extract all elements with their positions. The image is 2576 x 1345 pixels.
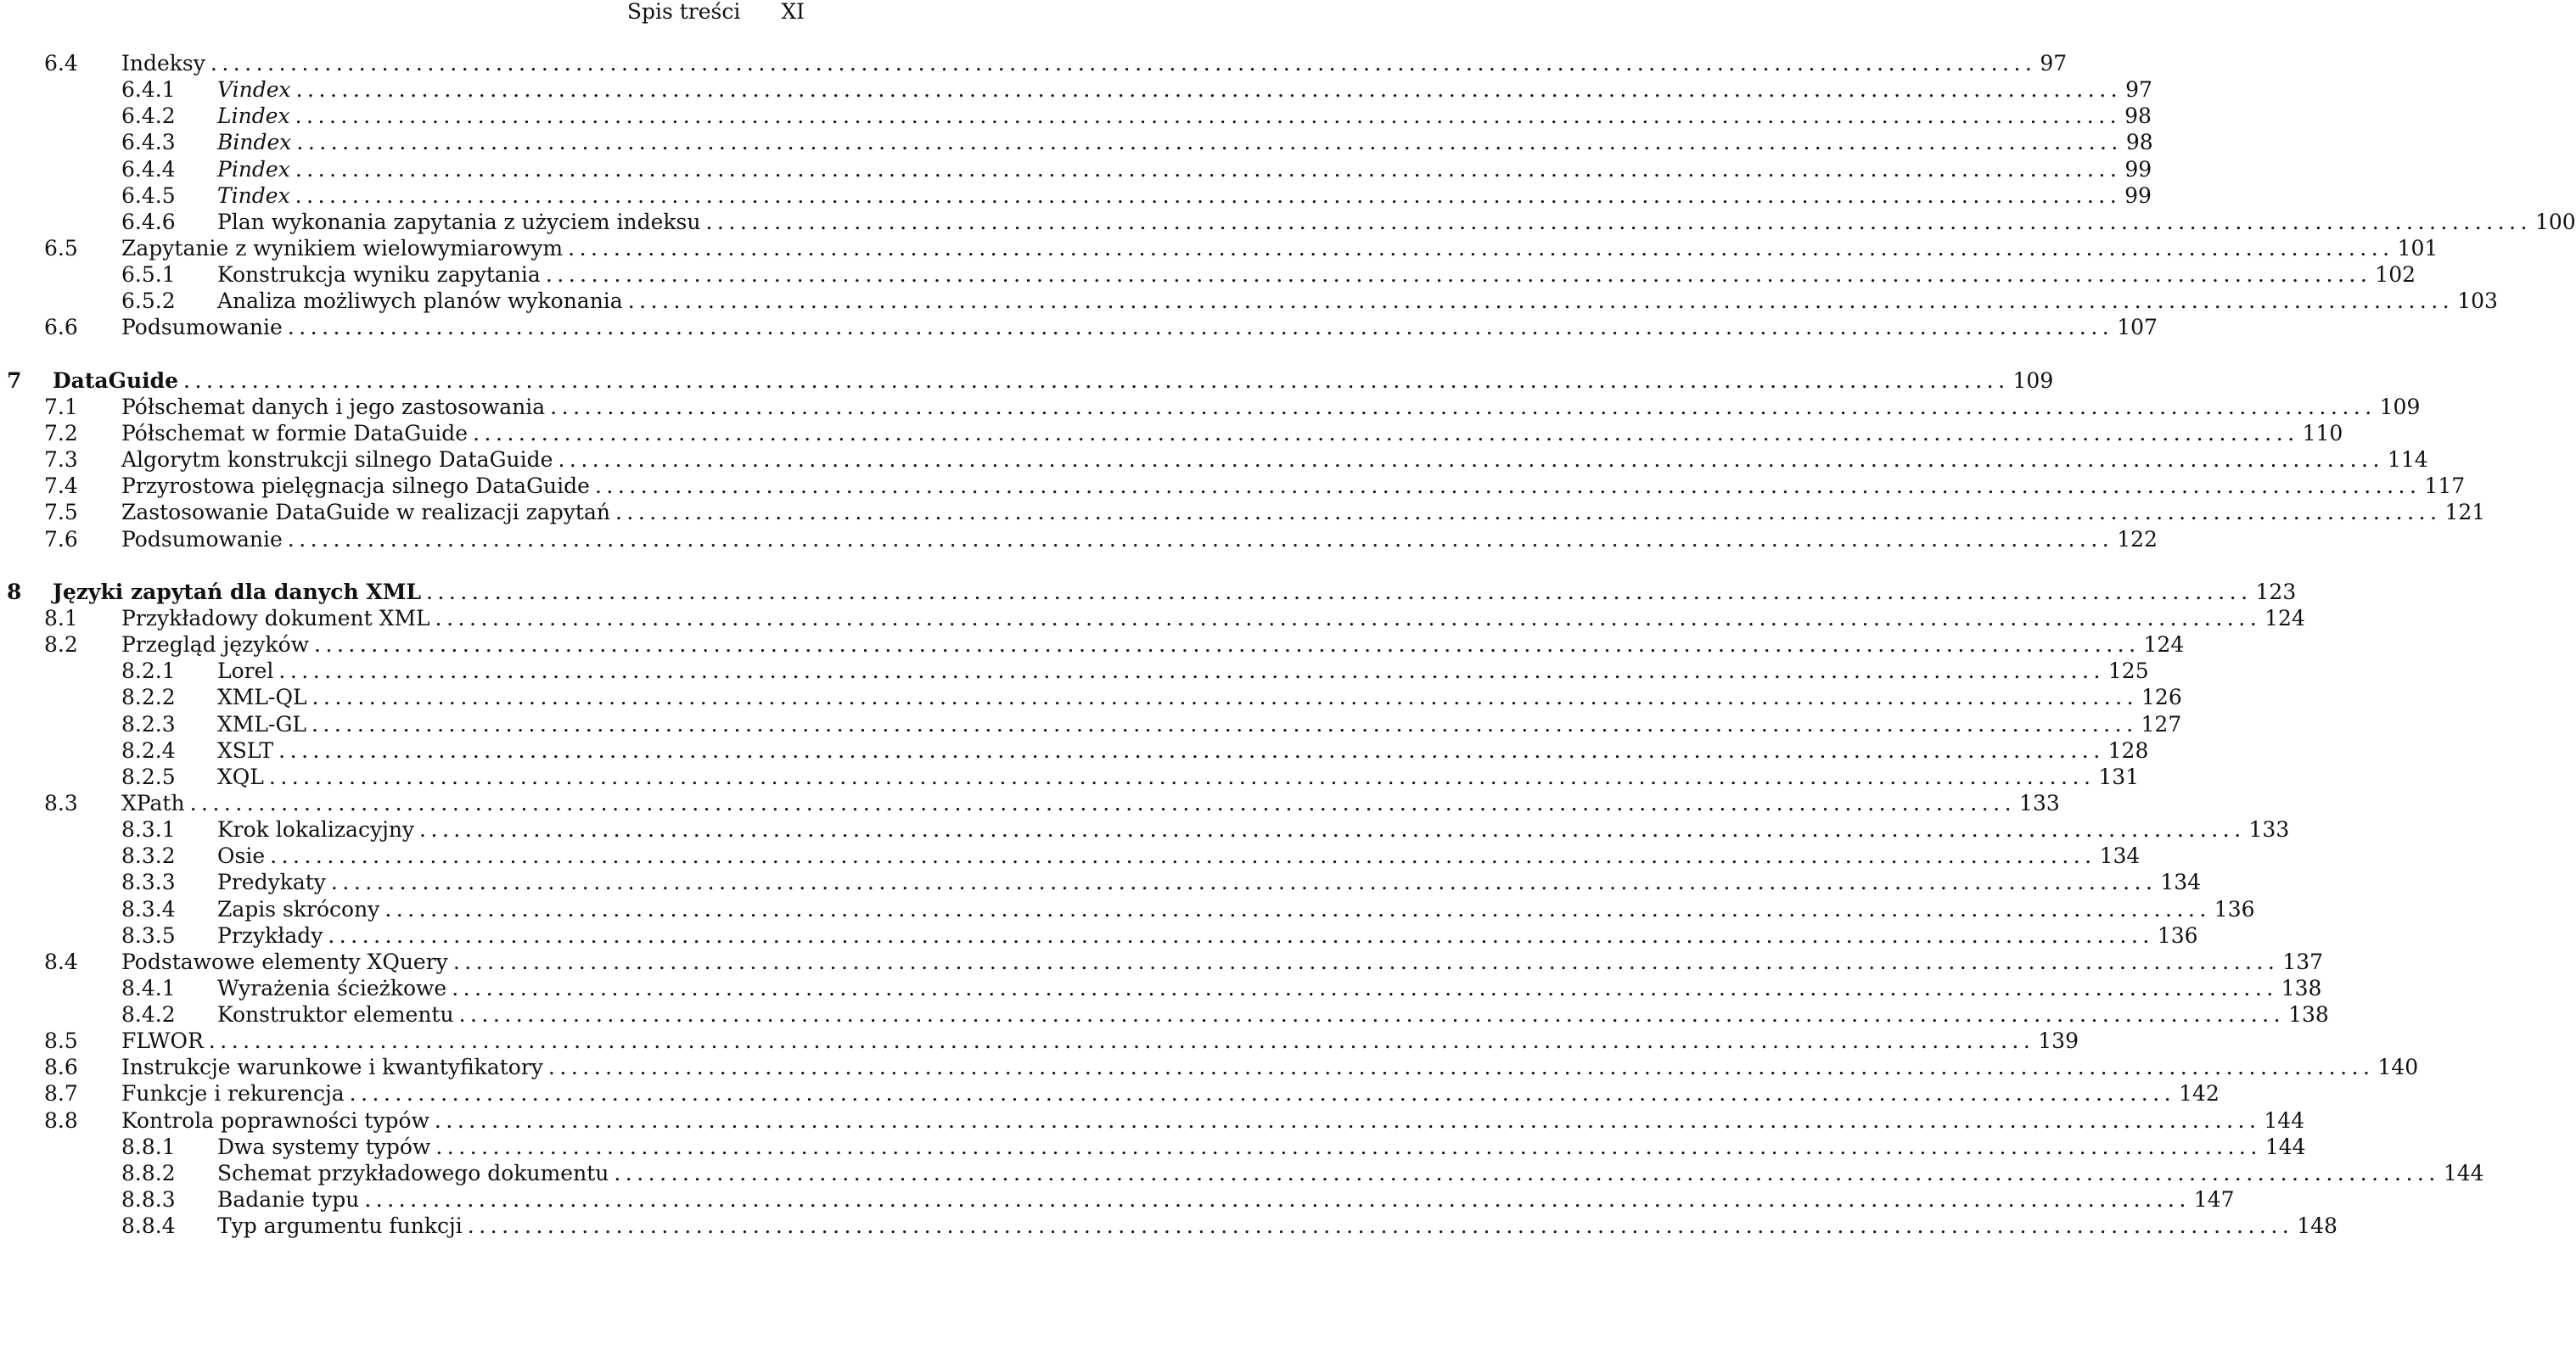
toc-subsection[interactable] (0, 1001, 2329, 1028)
toc-entry-line (121, 50, 2068, 76)
toc-entry-page-number[interactable]: 131 (2098, 764, 2140, 789)
toc-entry-page-number[interactable]: 127 (2141, 711, 2182, 737)
toc-entry-number: 8.6 (44, 1055, 78, 1080)
dot-leader: ................................................................................................................................................................ (545, 262, 2372, 288)
toc-entry-title[interactable]: Instrukcje warunkowe i kwantyfikatory (121, 1055, 543, 1080)
toc-entry-page-number[interactable]: 136 (2157, 922, 2198, 948)
toc-entry-title[interactable]: Typ argumentu funkcji (217, 1213, 463, 1239)
toc-entry-page-number[interactable]: 134 (2099, 843, 2141, 869)
toc-entry-title[interactable]: Półschemat danych i jego zastosowania (121, 394, 546, 419)
toc-entry-title[interactable]: Języki zapytań dla danych XML (53, 579, 422, 604)
toc-entry-title[interactable]: Zapytanie z wynikiem wielowymiarowym (121, 235, 564, 261)
toc-subsection[interactable] (0, 103, 2152, 129)
toc-entry-page-number[interactable]: 124 (2265, 605, 2305, 630)
toc-section[interactable] (0, 631, 2185, 658)
dot-leader: ................................................................................................................................................................ (547, 1055, 2375, 1080)
toc-entry-title[interactable]: Zastosowanie DataGuide w realizacji zapytań (121, 500, 610, 525)
toc-entry-number: 7.4 (44, 474, 78, 499)
toc-entry-number: 6.5.2 (121, 289, 176, 314)
toc-entry-page-number[interactable]: 97 (2040, 51, 2068, 76)
toc-entry-page-number[interactable]: 137 (2282, 949, 2324, 974)
toc-entry-number: 6.4 (44, 51, 78, 76)
dot-leader: ................................................................................................................................................................ (594, 474, 2422, 499)
toc-subsection[interactable] (0, 129, 2153, 155)
toc-entry-page-number[interactable]: 125 (2107, 658, 2149, 684)
toc-section[interactable] (0, 235, 2439, 261)
toc-entry-title[interactable]: Funkcje i rekurencja (121, 1081, 345, 1107)
toc-entry-line (121, 605, 2305, 631)
dot-leader: ................................................................................................................................................................ (295, 156, 2122, 182)
toc-entry-page-number[interactable]: 133 (2248, 817, 2290, 843)
toc-entry-line (121, 1028, 2079, 1054)
toc-section[interactable] (0, 473, 2466, 499)
toc-entry-number: 8.8.1 (121, 1134, 176, 1159)
toc-section[interactable] (0, 394, 2421, 420)
dot-leader: ................................................................................................................................................................ (295, 77, 2123, 103)
toc-entry-page-number[interactable]: 123 (2255, 579, 2297, 604)
toc-subsection[interactable] (0, 737, 2149, 764)
toc-subsection[interactable] (0, 1134, 2306, 1160)
toc-entry-line (217, 975, 2322, 1001)
toc-entry-number: 8.4 (44, 949, 78, 974)
toc-entry-title[interactable]: Zapis skrócony (217, 896, 380, 922)
toc-entry-line (217, 843, 2141, 869)
toc-entry-page-number[interactable]: 97 (2125, 77, 2152, 103)
toc-entry-line (217, 1134, 2306, 1160)
toc-entry-line (121, 446, 2428, 473)
toc-entry-page-number[interactable]: 144 (2264, 1107, 2305, 1133)
dot-leader: ................................................................................................................................................................ (452, 975, 2278, 1000)
toc-entry-title[interactable]: Lindex (217, 104, 290, 129)
toc-entry-title[interactable]: Konstruktor elementu (217, 1002, 454, 1028)
toc-entry-title[interactable]: XML-GL (217, 711, 307, 737)
toc-section[interactable] (0, 1054, 2419, 1080)
toc-entry-title[interactable]: DataGuide (53, 367, 179, 393)
toc-entry-title[interactable]: Krok lokalizacyjny (217, 817, 415, 843)
toc-entry-title[interactable]: Kontrola poprawności typów (121, 1107, 429, 1133)
toc-entry-title[interactable]: Algorytm konstrukcji silnego DataGuide (121, 447, 553, 473)
toc-entry-number: 8.5 (44, 1028, 78, 1054)
dot-leader: ................................................................................................................................................................ (295, 182, 2122, 208)
dot-leader: ................................................................................................................................................................ (210, 51, 2037, 76)
toc-entry-page-number[interactable]: 138 (2281, 975, 2322, 1000)
toc-entry-page-number[interactable]: 110 (2302, 420, 2343, 446)
toc-entry-number: 8.7 (44, 1081, 78, 1107)
dot-leader: ................................................................................................................................................................ (426, 579, 2253, 604)
toc-subsection[interactable] (0, 843, 2141, 869)
toc-entry-title[interactable]: Schemat przykładowego dokumentu (217, 1160, 609, 1185)
toc-entry-number: 6.4.2 (121, 104, 176, 129)
toc-entry-title[interactable]: Vindex (217, 77, 291, 103)
toc-entry-line (121, 235, 2439, 261)
toc-entry-page-number[interactable]: 98 (2124, 104, 2152, 129)
toc-entry-title[interactable]: Lorel (217, 658, 274, 684)
dot-leader: ................................................................................................................................................................ (208, 1028, 2035, 1054)
toc-entry-number: 8.3.3 (121, 870, 176, 895)
toc-entry-number: 8.3.1 (121, 817, 176, 843)
toc-section[interactable] (0, 790, 2060, 816)
toc-entry-title[interactable]: XML-QL (217, 685, 307, 710)
toc-entry-line (217, 261, 2416, 288)
toc-entry-title[interactable]: Analiza możliwych planów wykonania (217, 289, 623, 314)
toc-entry-page-number[interactable]: 134 (2160, 870, 2202, 895)
toc-section[interactable] (0, 499, 2486, 525)
toc-subsection[interactable] (0, 684, 2182, 710)
toc-entry-title[interactable]: XPath (121, 790, 185, 815)
toc-entry-number: 8.4.1 (121, 975, 176, 1000)
toc-entry-title[interactable]: Podsumowanie (121, 526, 283, 552)
dot-leader: ................................................................................................................................................................ (558, 447, 2384, 473)
toc-chapter[interactable] (0, 367, 2054, 394)
toc-entry-number: 7.2 (44, 420, 78, 446)
dot-leader: ................................................................................................................................................................ (614, 1160, 2440, 1185)
dot-leader: ................................................................................................................................................................ (550, 394, 2377, 419)
toc-entry-title[interactable]: XQL (217, 764, 264, 789)
dot-leader: ................................................................................................................................................................ (435, 605, 2262, 630)
toc-section[interactable] (0, 314, 2158, 340)
dot-leader: ................................................................................................................................................................ (328, 922, 2154, 948)
toc-entry-title[interactable]: Podstawowe elementy XQuery (121, 949, 448, 974)
toc-entry-number: 6.4.3 (121, 130, 176, 155)
dot-leader: ................................................................................................................................................................ (452, 949, 2280, 974)
toc-entry-number: 7.6 (44, 526, 78, 552)
toc-entry-line (217, 658, 2149, 684)
toc-entry-line (217, 288, 2498, 314)
toc-entry-page-number[interactable]: 126 (2141, 685, 2182, 710)
dot-leader: ................................................................................................................................................................ (615, 500, 2442, 525)
toc-entry-number: 8.3.4 (121, 896, 176, 922)
dot-leader: ................................................................................................................................................................ (330, 870, 2158, 895)
toc-entry-number: 8.3.5 (121, 922, 176, 948)
toc-entry-number: 8.1 (44, 605, 78, 630)
toc-entry-page-number[interactable]: 107 (2117, 315, 2158, 340)
toc-entry-line (121, 526, 2158, 552)
dot-leader: ................................................................................................................................................................ (296, 130, 2123, 155)
toc-entry-number: 8.8.2 (121, 1160, 176, 1185)
dot-leader: ................................................................................................................................................................ (705, 209, 2532, 234)
toc-entry-line (217, 711, 2182, 737)
running-header-title: Spis treści (626, 0, 741, 24)
toc-entry-page-number[interactable]: 109 (2012, 367, 2054, 393)
dot-leader: ................................................................................................................................................................ (311, 685, 2139, 710)
toc-entry-title[interactable]: XSLT (217, 737, 274, 763)
dot-leader: ................................................................................................................................................................ (183, 367, 2010, 393)
toc-subsection[interactable] (0, 1213, 2337, 1239)
toc-entry-number: 6.6 (44, 315, 78, 340)
toc-entry-line (121, 394, 2421, 420)
toc-entry-number: 8.2.4 (121, 737, 176, 763)
dot-leader: ................................................................................................................................................................ (568, 235, 2394, 261)
toc-entry-page-number[interactable]: 142 (2179, 1081, 2220, 1107)
toc-entry-number: 6.4.1 (121, 77, 176, 103)
dot-leader: ................................................................................................................................................................ (364, 1187, 2191, 1213)
toc-subsection[interactable] (0, 658, 2149, 684)
toc-entry-page-number[interactable]: 117 (2424, 474, 2466, 499)
dot-leader: ................................................................................................................................................................ (458, 1002, 2286, 1028)
dot-leader: ................................................................................................................................................................ (419, 817, 2246, 843)
table-of-contents (0, 50, 2576, 1239)
dot-leader: ................................................................................................................................................................ (384, 896, 2211, 922)
dot-leader: ................................................................................................................................................................ (467, 1213, 2294, 1239)
toc-entry-page-number[interactable]: 139 (2038, 1028, 2079, 1054)
toc-entry-line (121, 790, 2060, 816)
dot-leader: ................................................................................................................................................................ (349, 1081, 2176, 1107)
toc-entry-number: 8 (7, 579, 22, 604)
toc-entry-line (217, 737, 2149, 764)
toc-entry-line (217, 896, 2255, 922)
toc-entry-page-number[interactable]: 140 (2377, 1055, 2419, 1080)
toc-entry-line (217, 182, 2152, 209)
toc-entry-title[interactable]: Plan wykonania zapytania z użyciem indeksu (217, 209, 701, 234)
toc-entry-title[interactable]: Przykłady (217, 922, 323, 948)
toc-subsection[interactable] (0, 182, 2152, 209)
toc-entry-line (121, 314, 2158, 340)
toc-entry-line (121, 1054, 2419, 1080)
toc-section[interactable] (0, 605, 2305, 631)
toc-section[interactable] (0, 420, 2343, 446)
running-header-page-number: XI (781, 0, 805, 24)
toc-entry-line (217, 209, 2576, 235)
toc-entry-line (53, 367, 2054, 394)
toc-entry-line (121, 949, 2324, 975)
toc-entry-page-number[interactable]: 133 (2019, 790, 2060, 815)
toc-subsection[interactable] (0, 896, 2255, 922)
toc-entry-title[interactable]: Przyrostowa pielęgnacja silnego DataGuide (121, 474, 590, 499)
dot-leader: ................................................................................................................................................................ (287, 315, 2114, 340)
toc-subsection[interactable] (0, 1160, 2484, 1186)
toc-subsection[interactable] (0, 156, 2152, 182)
toc-entry-page-number[interactable]: 102 (2375, 262, 2416, 288)
toc-entry-page-number[interactable]: 114 (2387, 447, 2428, 473)
dot-leader: ................................................................................................................................................................ (278, 658, 2105, 684)
toc-section[interactable] (0, 446, 2428, 473)
toc-entry-title[interactable]: Przykładowy dokument XML (121, 605, 430, 630)
toc-subsection[interactable] (0, 869, 2202, 895)
toc-entry-number: 8.2 (44, 632, 78, 658)
toc-entry-line (217, 103, 2152, 129)
running-header (627, 0, 805, 24)
toc-entry-line (217, 76, 2152, 103)
toc-entry-number: 8.2.5 (121, 764, 176, 789)
toc-entry-page-number[interactable]: 109 (2379, 394, 2421, 419)
toc-entry-number: 8.8.3 (121, 1187, 176, 1213)
toc-entry-number: 8.3.2 (121, 843, 176, 869)
toc-section[interactable] (0, 50, 2068, 76)
toc-subsection[interactable] (0, 922, 2198, 949)
toc-entry-page-number[interactable]: 147 (2193, 1187, 2235, 1213)
toc-entry-number: 7 (7, 367, 22, 393)
toc-subsection[interactable] (0, 288, 2498, 314)
toc-entry-number: 6.4.5 (121, 182, 176, 208)
toc-entry-number: 6.5 (44, 235, 78, 261)
toc-entry-title[interactable]: Indeksy (121, 51, 205, 76)
toc-entry-title[interactable]: FLWOR (121, 1028, 204, 1054)
toc-section[interactable] (0, 949, 2324, 975)
toc-chapter[interactable] (0, 579, 2297, 605)
toc-entry-title[interactable]: Osie (217, 843, 266, 869)
toc-section[interactable] (0, 526, 2158, 552)
dot-leader: ................................................................................................................................................................ (311, 711, 2138, 737)
toc-spacer (0, 341, 815, 367)
toc-subsection[interactable] (0, 209, 2576, 235)
toc-entry-title[interactable]: Wyrażenia ścieżkowe (217, 975, 447, 1000)
toc-entry-page-number[interactable]: 99 (2124, 156, 2152, 182)
toc-entry-page-number[interactable]: 98 (2125, 130, 2153, 155)
toc-entry-line (121, 631, 2185, 658)
toc-entry-title[interactable]: Predykaty (217, 870, 326, 895)
toc-entry-number: 6.4.6 (121, 209, 176, 234)
toc-entry-page-number[interactable]: 99 (2124, 182, 2152, 208)
toc-entry-line (217, 764, 2140, 790)
toc-entry-number: 8.4.2 (121, 1002, 176, 1028)
toc-section[interactable] (0, 1080, 2220, 1107)
toc-entry-title[interactable]: Półschemat w formie DataGuide (121, 420, 469, 446)
dot-leader: ................................................................................................................................................................ (189, 790, 2017, 815)
toc-subsection[interactable] (0, 816, 2290, 843)
dot-leader: ................................................................................................................................................................ (473, 420, 2299, 446)
toc-entry-number: 6.4.4 (121, 156, 176, 182)
toc-entry-line (121, 1107, 2305, 1134)
toc-entry-line (217, 1160, 2484, 1186)
toc-subsection[interactable] (0, 764, 2140, 790)
toc-entry-line (121, 473, 2466, 499)
toc-entry-title[interactable]: Podsumowanie (121, 315, 283, 340)
toc-entry-page-number[interactable]: 136 (2214, 896, 2255, 922)
toc-entry-number: 8.8.4 (121, 1213, 176, 1239)
toc-entry-line (121, 420, 2343, 446)
toc-entry-line (217, 816, 2290, 843)
toc-subsection[interactable] (0, 711, 2182, 737)
toc-entry-line (217, 1001, 2329, 1028)
toc-entry-line (217, 156, 2152, 182)
toc-entry-line (217, 869, 2202, 895)
toc-entry-line (217, 684, 2182, 710)
dot-leader: ................................................................................................................................................................ (314, 632, 2141, 658)
dot-leader: ................................................................................................................................................................ (268, 764, 2096, 789)
toc-entry-line (121, 1080, 2220, 1107)
toc-entry-title[interactable]: Konstrukcja wyniku zapytania (217, 262, 541, 288)
dot-leader: ................................................................................................................................................................ (435, 1134, 2262, 1159)
toc-entry-title[interactable]: Pindex (217, 156, 290, 182)
dot-leader: ................................................................................................................................................................ (434, 1107, 2261, 1133)
toc-entry-number: 8.8 (44, 1107, 78, 1133)
toc-subsection[interactable] (0, 76, 2152, 103)
toc-section[interactable] (0, 1107, 2305, 1134)
toc-entry-title[interactable]: Badanie typu (217, 1187, 360, 1213)
toc-entry-line (217, 1186, 2235, 1213)
toc-entry-line (121, 499, 2486, 525)
toc-entry-number: 7.3 (44, 447, 78, 473)
toc-entry-number: 8.2.1 (121, 658, 176, 684)
toc-entry-title[interactable]: Bindex (217, 130, 292, 155)
toc-entry-page-number[interactable]: 148 (2297, 1213, 2337, 1239)
dot-leader: ................................................................................................................................................................ (278, 737, 2105, 763)
toc-subsection[interactable] (0, 1186, 2235, 1213)
toc-spacer (0, 552, 815, 579)
toc-entry-line (217, 129, 2153, 155)
toc-entry-page-number[interactable]: 101 (2397, 235, 2439, 261)
dot-leader: ................................................................................................................................................................ (295, 104, 2122, 129)
toc-entry-line (53, 579, 2297, 605)
toc-entry-number: 7.5 (44, 500, 78, 525)
toc-subsection[interactable] (0, 261, 2416, 288)
toc-entry-page-number[interactable]: 144 (2443, 1160, 2484, 1185)
dot-leader: ................................................................................................................................................................ (270, 843, 2096, 869)
toc-entry-page-number[interactable]: 100 (2534, 209, 2576, 234)
toc-entry-number: 8.2.3 (121, 711, 176, 737)
toc-entry-page-number[interactable]: 124 (2143, 632, 2185, 658)
toc-entry-title[interactable]: Dwa systemy typów (217, 1134, 431, 1159)
toc-entry-number: 7.1 (44, 394, 78, 419)
toc-entry-title[interactable]: Przegląd języków (121, 632, 310, 658)
toc-section[interactable] (0, 1028, 2079, 1054)
toc-entry-page-number[interactable]: 138 (2288, 1002, 2329, 1028)
toc-entry-page-number[interactable]: 144 (2265, 1134, 2306, 1159)
toc-entry-page-number[interactable]: 103 (2457, 289, 2498, 314)
toc-entry-number: 8.3 (44, 790, 78, 815)
dot-leader: ................................................................................................................................................................ (287, 526, 2114, 552)
toc-subsection[interactable] (0, 975, 2322, 1001)
toc-entry-page-number[interactable]: 128 (2107, 737, 2149, 763)
toc-entry-number: 8.2.2 (121, 685, 176, 710)
toc-entry-page-number[interactable]: 121 (2444, 500, 2486, 525)
dot-leader: ................................................................................................................................................................ (627, 289, 2455, 314)
toc-entry-title[interactable]: Tindex (217, 182, 290, 208)
toc-entry-line (217, 1213, 2337, 1239)
toc-entry-line (217, 922, 2198, 949)
toc-entry-page-number[interactable]: 122 (2117, 526, 2158, 552)
toc-entry-number: 6.5.1 (121, 262, 176, 288)
